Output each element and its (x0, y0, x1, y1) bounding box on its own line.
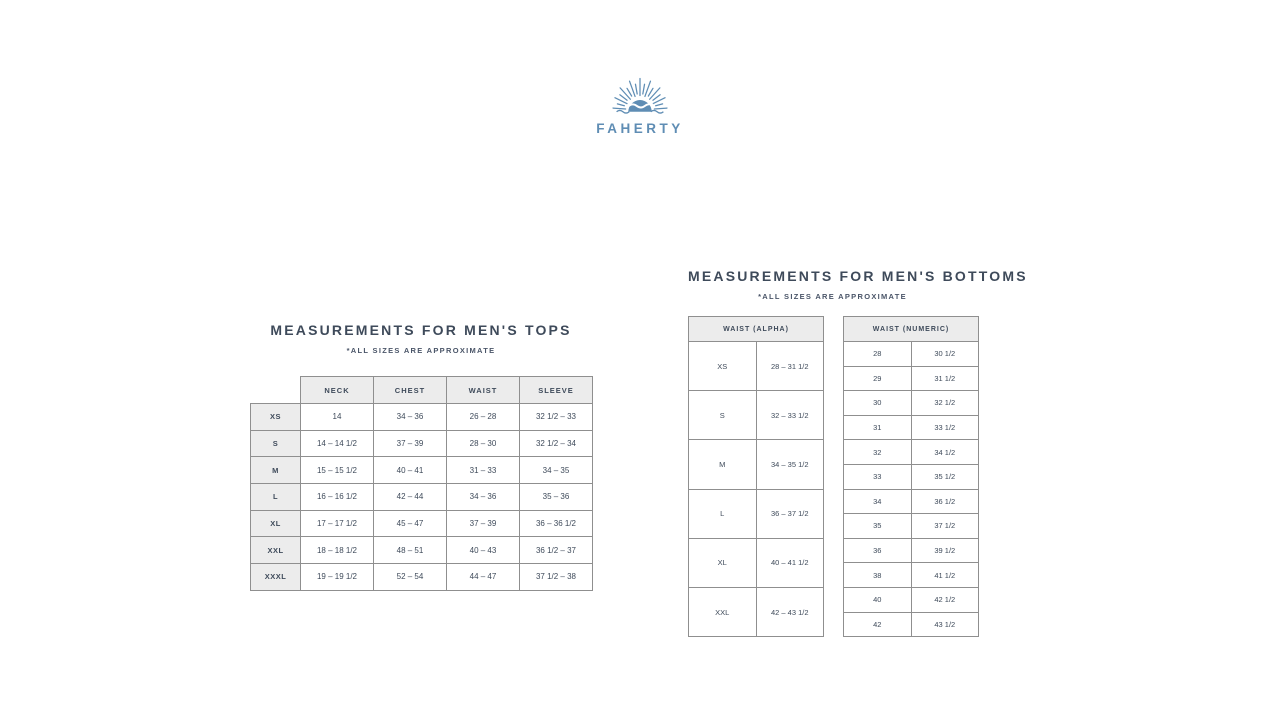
table-cell: XL (689, 538, 757, 587)
column-header-sleeve: SLEEVE (520, 377, 593, 404)
table-cell: 17 – 17 1/2 (301, 510, 374, 537)
table-cell: 40 (844, 587, 912, 612)
waist-numeric-table-body (844, 342, 979, 637)
table-cell: 34 (844, 489, 912, 514)
table-row (689, 391, 824, 440)
tops-subtitle: *ALL SIZES ARE APPROXIMATE (346, 346, 496, 355)
table-cell: 43 1/2 (911, 612, 979, 637)
table-cell: 35 (844, 514, 912, 539)
table-row (251, 564, 593, 591)
table-cell: L (251, 484, 301, 511)
table-cell: 31 (844, 415, 912, 440)
table-row (251, 484, 593, 511)
bottoms-section (688, 268, 1028, 637)
table-row (689, 538, 824, 587)
table-row (251, 537, 593, 564)
table-cell: 40 – 43 (447, 537, 520, 564)
table-cell: 15 – 15 1/2 (301, 457, 374, 484)
table-row (844, 587, 979, 612)
table-cell: 28 (844, 342, 912, 367)
table-cell: 44 – 47 (447, 564, 520, 591)
table-row (251, 510, 593, 537)
table-cell: L (689, 489, 757, 538)
table-cell: M (251, 457, 301, 484)
table-row (689, 587, 824, 636)
bottoms-subtitle: *ALL SIZES ARE APPROXIMATE (758, 292, 907, 301)
table-cell: 48 – 51 (374, 537, 447, 564)
table-cell: 45 – 47 (374, 510, 447, 537)
table-cell: 32 1/2 – 34 (520, 430, 593, 457)
tops-table-body (251, 404, 593, 591)
waist-numeric-header-row (844, 317, 979, 342)
tops-size-table (250, 376, 593, 591)
tops-header-row (251, 377, 593, 404)
table-cell: XXL (251, 537, 301, 564)
table-cell: 26 – 28 (447, 404, 520, 431)
table-cell: 31 1/2 (911, 366, 979, 391)
table-cell: 34 – 36 (447, 484, 520, 511)
table-row (844, 563, 979, 588)
table-cell: 42 1/2 (911, 587, 979, 612)
waist-alpha-header-row (689, 317, 824, 342)
table-cell: 37 1/2 (911, 514, 979, 539)
table-cell: 35 – 36 (520, 484, 593, 511)
waist-alpha-table (688, 316, 824, 637)
table-row (689, 440, 824, 489)
table-cell: 39 1/2 (911, 538, 979, 563)
table-cell: 34 – 36 (374, 404, 447, 431)
table-cell: 36 – 36 1/2 (520, 510, 593, 537)
table-cell: 37 – 39 (447, 510, 520, 537)
table-cell: 28 – 31 1/2 (756, 342, 824, 391)
brand-logo (580, 72, 700, 136)
blank-corner-cell (251, 377, 301, 404)
column-header-waist-alpha: WAIST (ALPHA) (689, 317, 824, 342)
table-row (251, 457, 593, 484)
sunrise-logo-icon (595, 72, 685, 120)
table-cell: XL (251, 510, 301, 537)
table-cell: 36 (844, 538, 912, 563)
table-cell: 38 (844, 563, 912, 588)
table-cell: 34 – 35 (520, 457, 593, 484)
table-cell: S (251, 430, 301, 457)
table-cell: 32 1/2 (911, 391, 979, 416)
table-cell: 14 – 14 1/2 (301, 430, 374, 457)
table-cell: 37 1/2 – 38 (520, 564, 593, 591)
table-cell: 33 (844, 464, 912, 489)
table-cell: XXXL (251, 564, 301, 591)
table-row (844, 366, 979, 391)
table-row (844, 342, 979, 367)
table-cell: XXL (689, 587, 757, 636)
table-row (689, 342, 824, 391)
column-header-waist: WAIST (447, 377, 520, 404)
table-cell: 18 – 18 1/2 (301, 537, 374, 564)
table-cell: 14 (301, 404, 374, 431)
table-row (251, 430, 593, 457)
table-cell: 33 1/2 (911, 415, 979, 440)
table-cell: 32 – 33 1/2 (756, 391, 824, 440)
column-header-neck: NECK (301, 377, 374, 404)
table-row (844, 440, 979, 465)
bottoms-tables-wrap (688, 316, 977, 637)
table-cell: 52 – 54 (374, 564, 447, 591)
table-cell: 34 1/2 (911, 440, 979, 465)
table-cell: XS (689, 342, 757, 391)
table-row (844, 612, 979, 637)
table-cell: 28 – 30 (447, 430, 520, 457)
brand-name: FAHERTY (596, 121, 684, 136)
table-cell: 40 – 41 (374, 457, 447, 484)
table-row (844, 464, 979, 489)
table-cell: 35 1/2 (911, 464, 979, 489)
table-row (844, 391, 979, 416)
table-cell: 36 – 37 1/2 (756, 489, 824, 538)
table-cell: 42 – 43 1/2 (756, 587, 824, 636)
bottoms-title: MEASUREMENTS FOR MEN'S BOTTOMS (688, 268, 1028, 284)
table-cell: 41 1/2 (911, 563, 979, 588)
table-cell: XS (251, 404, 301, 431)
table-cell: 19 – 19 1/2 (301, 564, 374, 591)
table-cell: 29 (844, 366, 912, 391)
table-row (689, 489, 824, 538)
tops-section (250, 322, 592, 591)
table-cell: 42 – 44 (374, 484, 447, 511)
table-cell: 36 1/2 – 37 (520, 537, 593, 564)
column-header-waist-numeric: WAIST (NUMERIC) (844, 317, 979, 342)
table-cell: 40 – 41 1/2 (756, 538, 824, 587)
table-cell: S (689, 391, 757, 440)
table-row (844, 514, 979, 539)
waist-numeric-table (843, 316, 979, 637)
table-row (844, 415, 979, 440)
table-cell: 37 – 39 (374, 430, 447, 457)
table-cell: 34 – 35 1/2 (756, 440, 824, 489)
table-cell: 30 (844, 391, 912, 416)
table-cell: M (689, 440, 757, 489)
tops-title: MEASUREMENTS FOR MEN'S TOPS (270, 322, 572, 338)
table-cell: 31 – 33 (447, 457, 520, 484)
table-cell: 42 (844, 612, 912, 637)
table-row (844, 489, 979, 514)
table-row (844, 538, 979, 563)
table-cell: 36 1/2 (911, 489, 979, 514)
waist-alpha-table-body (689, 342, 824, 637)
column-header-chest: CHEST (374, 377, 447, 404)
table-cell: 32 1/2 – 33 (520, 404, 593, 431)
table-row (251, 404, 593, 431)
table-cell: 32 (844, 440, 912, 465)
table-cell: 30 1/2 (911, 342, 979, 367)
table-cell: 16 – 16 1/2 (301, 484, 374, 511)
